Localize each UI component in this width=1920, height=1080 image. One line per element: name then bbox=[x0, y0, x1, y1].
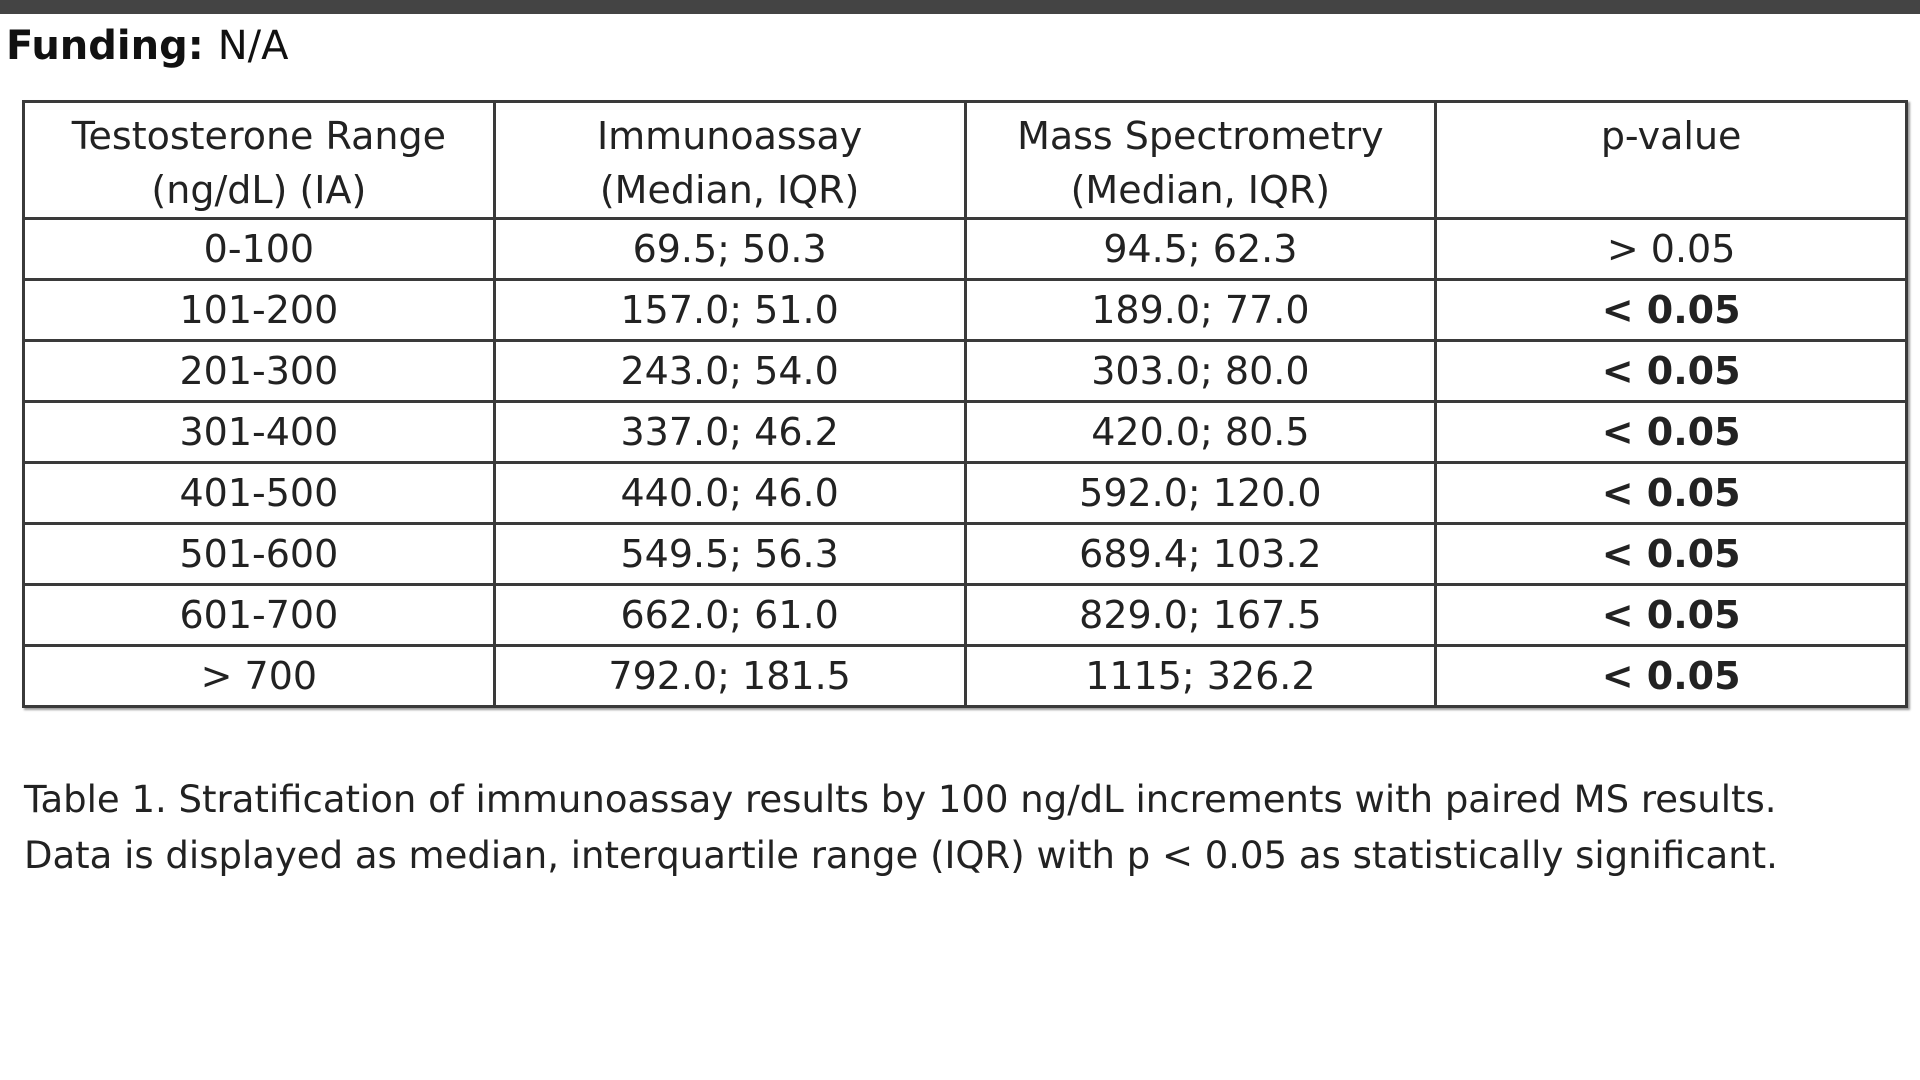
cell-immunoassay: 440.0; 46.0 bbox=[494, 463, 965, 524]
cell-mass-spectrometry: 94.5; 62.3 bbox=[965, 219, 1436, 280]
cell-p-value: < 0.05 bbox=[1436, 646, 1907, 707]
table-row bbox=[24, 402, 1907, 463]
cell-range: 501-600 bbox=[24, 524, 495, 585]
cell-p-value: < 0.05 bbox=[1436, 280, 1907, 341]
cell-range: > 700 bbox=[24, 646, 495, 707]
cell-immunoassay: 337.0; 46.2 bbox=[494, 402, 965, 463]
funding-value: N/A bbox=[217, 23, 289, 69]
cell-range: 201-300 bbox=[24, 341, 495, 402]
header-p-value: p-value bbox=[1436, 102, 1907, 219]
cell-p-value: > 0.05 bbox=[1436, 219, 1907, 280]
cell-immunoassay: 662.0; 61.0 bbox=[494, 585, 965, 646]
cell-p-value: < 0.05 bbox=[1436, 463, 1907, 524]
table-row bbox=[24, 219, 1907, 280]
funding-line bbox=[6, 22, 289, 70]
header-immunoassay: Immunoassay (Median, IQR) bbox=[494, 102, 965, 219]
caption-line-2: Data is displayed as median, interquartile range (IQR) with p < 0.05 as statistically significant. bbox=[24, 834, 1778, 877]
cell-mass-spectrometry: 303.0; 80.0 bbox=[965, 341, 1436, 402]
cell-mass-spectrometry: 1115; 326.2 bbox=[965, 646, 1436, 707]
caption-line-1: Table 1. Stratification of immunoassay results by 100 ng/dL increments with paired MS results. bbox=[24, 778, 1777, 821]
header-testosterone-range: Testosterone Range (ng/dL) (IA) bbox=[24, 102, 495, 219]
table-row bbox=[24, 341, 1907, 402]
cell-immunoassay: 157.0; 51.0 bbox=[494, 280, 965, 341]
table-row bbox=[24, 280, 1907, 341]
cell-p-value: < 0.05 bbox=[1436, 402, 1907, 463]
top-bar bbox=[0, 0, 1920, 14]
table-row bbox=[24, 585, 1907, 646]
cell-range: 301-400 bbox=[24, 402, 495, 463]
cell-mass-spectrometry: 829.0; 167.5 bbox=[965, 585, 1436, 646]
cell-mass-spectrometry: 189.0; 77.0 bbox=[965, 280, 1436, 341]
table-caption bbox=[24, 772, 1904, 884]
cell-range: 0-100 bbox=[24, 219, 495, 280]
results-table-container bbox=[22, 100, 1908, 708]
table-header-row bbox=[24, 102, 1907, 219]
cell-range: 601-700 bbox=[24, 585, 495, 646]
cell-range: 101-200 bbox=[24, 280, 495, 341]
table-row bbox=[24, 524, 1907, 585]
funding-label: Funding: bbox=[6, 23, 204, 69]
cell-immunoassay: 243.0; 54.0 bbox=[494, 341, 965, 402]
cell-p-value: < 0.05 bbox=[1436, 585, 1907, 646]
cell-immunoassay: 792.0; 181.5 bbox=[494, 646, 965, 707]
results-table bbox=[22, 100, 1908, 708]
cell-p-value: < 0.05 bbox=[1436, 341, 1907, 402]
cell-immunoassay: 69.5; 50.3 bbox=[494, 219, 965, 280]
header-mass-spectrometry: Mass Spectrometry (Median, IQR) bbox=[965, 102, 1436, 219]
cell-range: 401-500 bbox=[24, 463, 495, 524]
table-row bbox=[24, 463, 1907, 524]
cell-mass-spectrometry: 420.0; 80.5 bbox=[965, 402, 1436, 463]
cell-p-value: < 0.05 bbox=[1436, 524, 1907, 585]
table-row bbox=[24, 646, 1907, 707]
cell-mass-spectrometry: 689.4; 103.2 bbox=[965, 524, 1436, 585]
cell-immunoassay: 549.5; 56.3 bbox=[494, 524, 965, 585]
cell-mass-spectrometry: 592.0; 120.0 bbox=[965, 463, 1436, 524]
